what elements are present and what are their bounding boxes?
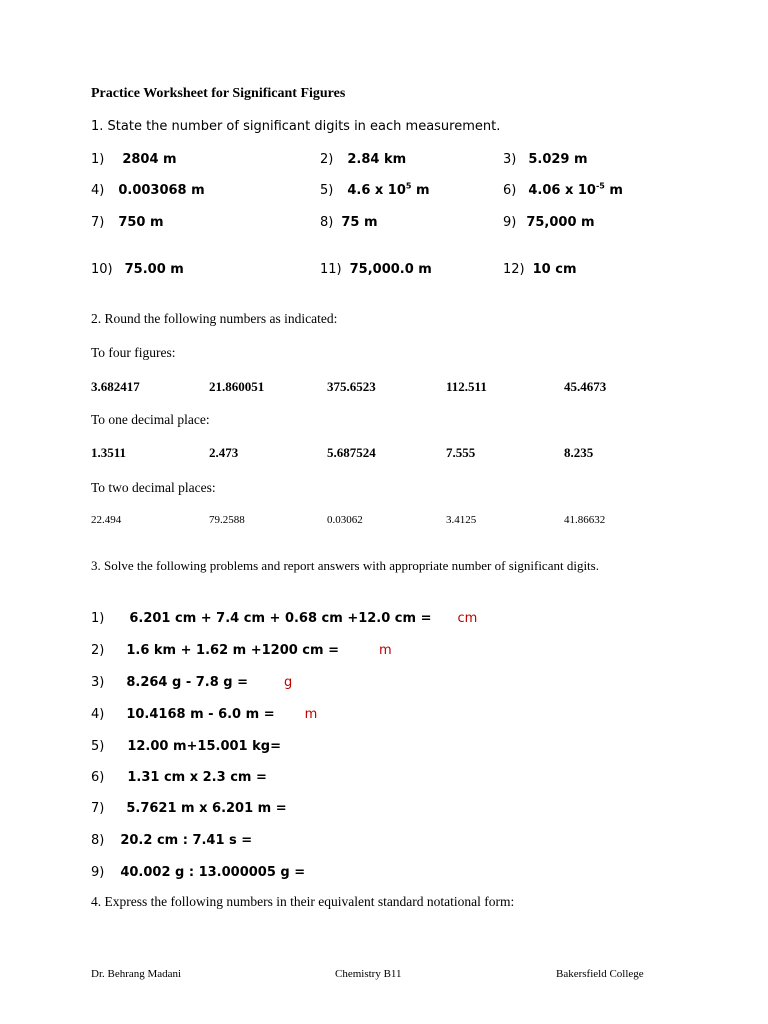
item-number: 1) (91, 152, 105, 167)
item-value: 75 m (341, 215, 378, 230)
round-value: 3.4125 (446, 514, 477, 526)
problem-number: 1) (91, 611, 105, 626)
item-number: 5) (320, 183, 334, 198)
item-number: 7) (91, 215, 105, 230)
item-value: 0.003068 m (118, 183, 205, 198)
round-value: 7.555 (446, 445, 476, 460)
question-1-prompt: 1. State the number of significant digits in each measurement. (91, 119, 501, 134)
problem-expression: 8.264 g - 7.8 g = (126, 675, 249, 690)
measurement-item (91, 262, 184, 277)
problem-expression: 6.201 cm + 7.4 cm + 0.68 cm +12.0 cm = (129, 611, 432, 626)
problem-row (91, 703, 317, 722)
item-value (347, 183, 429, 198)
problem-number: 8) (91, 833, 105, 848)
problem-number: 3) (91, 675, 105, 690)
measurement-item (503, 183, 623, 198)
item-exponent: -5 (595, 181, 605, 191)
problem-number: 4) (91, 707, 105, 722)
round-value: 8.235 (564, 445, 594, 460)
question-4-prompt: 4. Express the following numbers in their equivalent standard notational form: (91, 894, 515, 909)
round-value: 5.687524 (327, 445, 376, 460)
round-value: 79.2588 (209, 514, 245, 526)
round-value: 0.03062 (327, 514, 363, 526)
problem-row (91, 671, 292, 690)
footer-author: Dr. Behrang Madani (91, 968, 182, 980)
answer-unit: cm (457, 611, 478, 626)
problem-expression: 5.7621 m x 6.201 m = (126, 801, 287, 816)
measurement-item (91, 215, 164, 230)
problem-number: 9) (91, 865, 105, 880)
problem-row (91, 766, 267, 785)
round-value: 41.86632 (564, 514, 606, 526)
item-unit: m (604, 183, 623, 198)
round-value: 1.3511 (91, 445, 127, 460)
item-value (528, 183, 623, 198)
round-value: 3.682417 (91, 379, 140, 394)
round-value: 21.860051 (209, 379, 265, 394)
round-two-decimal-label: To two decimal places: (91, 480, 216, 495)
problem-row (91, 797, 287, 816)
answer-unit: m (378, 643, 392, 658)
problem-row (91, 735, 281, 754)
problem-number: 2) (91, 643, 105, 658)
question-2-prompt: 2. Round the following numbers as indicated: (91, 311, 338, 326)
round-value: 22.494 (91, 514, 122, 526)
problem-expression: 1.6 km + 1.62 m +1200 cm = (126, 643, 339, 658)
item-value: 75,000.0 m (349, 262, 432, 277)
item-number: 11) (320, 262, 342, 277)
answer-unit: m (304, 707, 318, 722)
round-value: 2.473 (209, 445, 239, 460)
measurement-item (320, 152, 406, 167)
round-value: 45.4673 (564, 379, 607, 394)
footer-school: Bakersfield College (556, 968, 644, 980)
item-number: 3) (503, 152, 517, 167)
item-number: 10) (91, 262, 113, 277)
item-value: 5.029 m (528, 152, 588, 167)
problem-number: 7) (91, 801, 105, 816)
footer-course: Chemistry B11 (335, 968, 402, 980)
item-base: 4.06 x 10 (528, 183, 596, 198)
item-value: 75,000 m (526, 215, 595, 230)
item-number: 4) (91, 183, 105, 198)
measurement-item (91, 183, 205, 198)
item-value: 2804 m (122, 152, 177, 167)
item-base: 4.6 x 10 (347, 183, 406, 198)
problem-row (91, 829, 252, 848)
item-value: 10 cm (532, 262, 577, 277)
round-four-figures-label: To four figures: (91, 345, 176, 360)
item-number: 12) (503, 262, 525, 277)
problem-row (91, 861, 305, 880)
measurement-item (320, 215, 378, 230)
measurement-item (91, 152, 177, 167)
item-number: 2) (320, 152, 334, 167)
question-3-prompt: 3. Solve the following problems and report answers with appropriate number of significant digits. (91, 558, 599, 573)
measurement-item (503, 262, 577, 277)
measurement-item (503, 215, 595, 230)
item-value: 2.84 km (347, 152, 407, 167)
problem-expression: 10.4168 m - 6.0 m = (126, 707, 275, 722)
item-value: 75.00 m (124, 262, 184, 277)
item-exponent: 5 (405, 181, 412, 191)
measurement-item (320, 262, 432, 277)
problem-number: 5) (91, 739, 105, 754)
round-value: 112.511 (446, 379, 487, 394)
problem-row (91, 639, 392, 658)
item-number: 8) (320, 215, 334, 230)
problem-expression: 40.002 g : 13.000005 g = (120, 865, 306, 880)
problem-expression: 20.2 cm : 7.41 s = (120, 833, 253, 848)
problem-expression: 1.31 cm x 2.3 cm = (127, 770, 267, 785)
problem-number: 6) (91, 770, 105, 785)
item-number: 9) (503, 215, 517, 230)
problem-row (91, 607, 477, 626)
worksheet-title: Practice Worksheet for Significant Figures (91, 86, 346, 101)
item-unit: m (411, 183, 430, 198)
round-value: 375.6523 (327, 379, 376, 394)
measurement-item (320, 183, 430, 198)
item-number: 6) (503, 183, 517, 198)
answer-unit: g (284, 675, 293, 690)
measurement-item (503, 152, 588, 167)
item-value: 750 m (118, 215, 164, 230)
problem-expression: 12.00 m+15.001 kg= (127, 739, 281, 754)
round-one-decimal-label: To one decimal place: (91, 412, 210, 427)
